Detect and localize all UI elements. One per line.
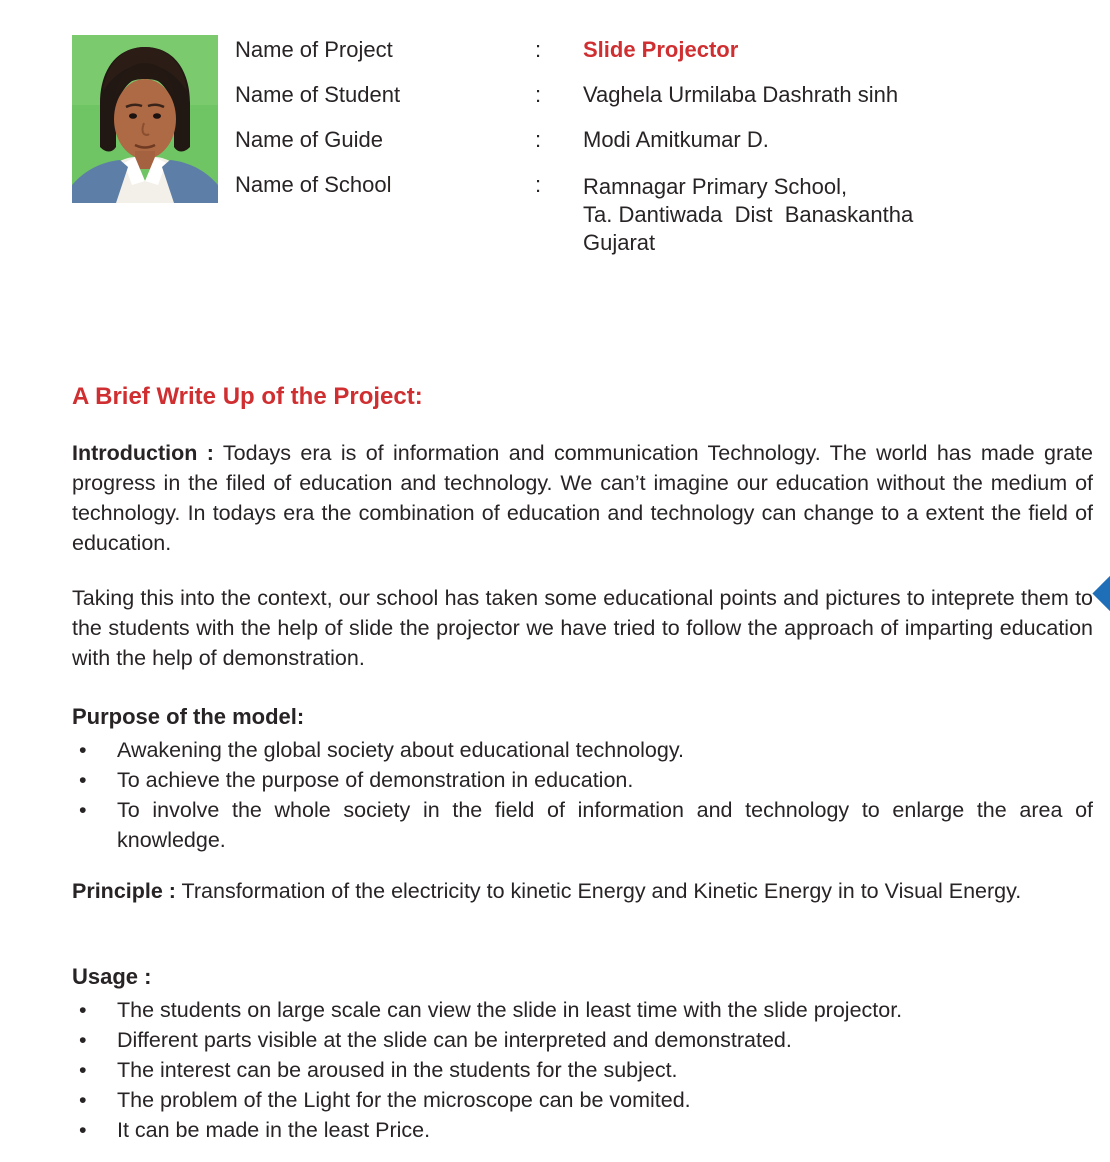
principle-paragraph bbox=[72, 876, 1093, 906]
info-row-student bbox=[235, 83, 1095, 107]
list-item bbox=[72, 1085, 1093, 1115]
student-name-value: Vaghela Urmilaba Dashrath sinh bbox=[583, 82, 899, 107]
colon-separator: : bbox=[535, 37, 542, 62]
list-item bbox=[72, 1025, 1093, 1055]
writeup-heading: A Brief Write Up of the Project: bbox=[72, 383, 423, 410]
guide-name-value: Modi Amitkumar D. bbox=[583, 127, 769, 152]
list-item bbox=[72, 995, 1093, 1025]
school-line-3: Gujarat bbox=[583, 230, 656, 255]
introduction-paragraph bbox=[72, 438, 1093, 558]
guide-label: Name of Guide bbox=[235, 127, 383, 152]
school-line-1: Ramnagar Primary School, bbox=[583, 174, 848, 199]
school-name-value bbox=[583, 173, 1095, 257]
context-paragraph: Taking this into the context, our school has taken some educational points and pictures to inteprete them to the students with the help of slide the projector we have tried to follow the approach of imparting education with the help of demonstration. bbox=[72, 586, 1093, 670]
student-photo bbox=[72, 35, 218, 203]
info-row-guide bbox=[235, 128, 1095, 152]
student-portrait-illustration bbox=[72, 35, 218, 203]
usage-list bbox=[72, 995, 1093, 1145]
list-item bbox=[72, 1115, 1093, 1145]
usage-item-text: The problem of the Light for the microscope can be vomited. bbox=[117, 1088, 691, 1112]
colon-separator: : bbox=[535, 172, 542, 197]
list-item bbox=[72, 735, 1093, 765]
introduction-text: Todays era is of information and communication Technology. The world has made grate progress in the filed of education and technology. We can’t imagine our education without the medium of technology. In todays era the combination of education and technology can change to a extent the field of education. bbox=[72, 441, 1093, 555]
usage-item-text: Different parts visible at the slide can be interpreted and demonstrated. bbox=[117, 1028, 792, 1052]
project-label: Name of Project bbox=[235, 37, 393, 62]
colon-separator: : bbox=[535, 127, 542, 152]
usage-item-text: The students on large scale can view the slide in least time with the slide projector. bbox=[117, 998, 903, 1022]
project-info-block bbox=[235, 38, 1095, 278]
purpose-item-text: To involve the whole society in the field of information and technology to enlarge the area of knowledge. bbox=[117, 798, 1093, 852]
usage-item-text: The interest can be aroused in the students for the subject. bbox=[117, 1058, 678, 1082]
student-label: Name of Student bbox=[235, 82, 401, 107]
bullet-icon: • bbox=[79, 798, 87, 822]
list-item bbox=[72, 795, 1093, 855]
colon-separator: : bbox=[535, 82, 542, 107]
school-line-2: Ta. Dantiwada Dist Banaskantha bbox=[583, 202, 914, 227]
bullet-icon: • bbox=[79, 738, 87, 762]
bullet-icon: • bbox=[79, 768, 87, 792]
bullet-icon: • bbox=[79, 1058, 87, 1082]
list-item bbox=[72, 765, 1093, 795]
principle-label: Principle : bbox=[72, 879, 176, 903]
purpose-item-text: Awakening the global society about educational technology. bbox=[117, 738, 684, 762]
purpose-item-text: To achieve the purpose of demonstration in education. bbox=[117, 768, 634, 792]
bullet-icon: • bbox=[79, 998, 87, 1022]
principle-text: Transformation of the electricity to kinetic Energy and Kinetic Energy in to Visual Energy. bbox=[181, 879, 1022, 903]
project-name-value: Slide Projector bbox=[583, 37, 739, 62]
info-row-school bbox=[235, 173, 1095, 257]
bullet-icon: • bbox=[79, 1028, 87, 1052]
page-edge-arrow-icon bbox=[1092, 574, 1110, 612]
info-row-project bbox=[235, 38, 1095, 62]
usage-heading: Usage : bbox=[72, 964, 152, 989]
bullet-icon: • bbox=[79, 1118, 87, 1142]
list-item bbox=[72, 1055, 1093, 1085]
purpose-heading: Purpose of the model: bbox=[72, 704, 305, 729]
introduction-label: Introduction : bbox=[72, 441, 214, 465]
school-label: Name of School bbox=[235, 172, 392, 197]
usage-section bbox=[72, 962, 1093, 1145]
purpose-list bbox=[72, 735, 1093, 855]
purpose-section bbox=[72, 702, 1093, 855]
usage-item-text: It can be made in the least Price. bbox=[117, 1118, 431, 1142]
bullet-icon: • bbox=[79, 1088, 87, 1112]
